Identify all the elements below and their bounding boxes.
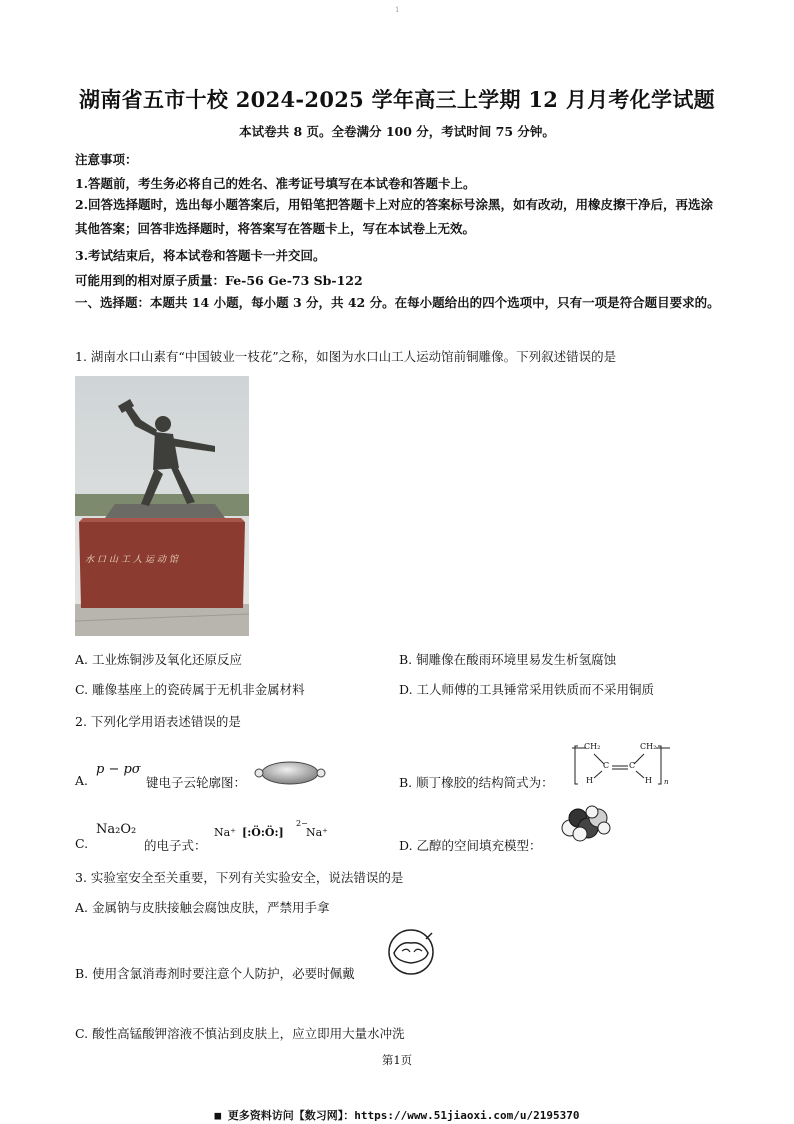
struct-ch2-right: CH₂	[640, 742, 657, 751]
lewis-na-left: Na⁺	[214, 826, 236, 839]
struct-c-left: C	[603, 761, 610, 770]
q2-option-a-text: 键电子云轮廓图：	[146, 775, 247, 790]
q1-option-b: B. 铜雕像在酸雨环境里易发生析氢腐蚀	[399, 652, 617, 667]
q2-option-a-formula: p − pσ	[96, 762, 141, 777]
q3-stem: 3. 实验室安全至关重要，下列有关实验安全，说法错误的是	[75, 870, 404, 885]
sodium-peroxide-electron-formula	[214, 819, 334, 846]
q2-option-c-prefix: C.	[75, 836, 89, 851]
q1-stem: 1. 湖南水口山素有“中国铍业一枝花”之称，如图为水口山工人运动馆前铜雕像。下列叙述错误的是	[75, 349, 617, 364]
q2-option-c-formula: Na₂O₂	[96, 822, 137, 837]
q3-option-b: B. 使用含氯消毒剂时要注意个人防护，必要时佩戴	[75, 966, 355, 981]
q1-option-d: D. 工人师傅的工具锤常采用铁质而不采用铜质	[399, 682, 655, 697]
struct-c-right: C	[629, 761, 636, 770]
q2-stem: 2. 下列化学用语表述错误的是	[75, 714, 241, 729]
gas-mask-icon	[386, 927, 436, 981]
atomic-masses: 可能用到的相对原子质量：Fe-56 Ge-73 Sb-122	[75, 273, 363, 288]
lewis-na-right: Na⁺	[306, 826, 328, 839]
photo-inscription: 水口山工人运动馆	[85, 555, 182, 565]
footer-resource-link[interactable]: ■ 更多资料访问【数习网】：https://www.51jiaoxi.com/u/2195370	[214, 1109, 580, 1122]
struct-h-left: H	[586, 776, 593, 785]
notice-item-1: 1.答题前，考生务必将自己的姓名、准考证号填写在本试卷和答题卡上。	[75, 176, 476, 191]
struct-n-subscript: n	[664, 778, 669, 786]
page-subtitle: 本试卷共 8 页。全卷满分 100 分，考试时间 75 分钟。	[239, 124, 555, 139]
sigma-bond-cloud-diagram	[254, 760, 326, 790]
section-1-heading: 一、选择题：本题共 14 小题，每小题 3 分，共 42 分。在每小题给出的四个选项中，只有一项是符合题目要求的。	[75, 295, 720, 310]
q3-option-c: C. 酸性高锰酸钾溶液不慎沾到皮肤上，应立即用大量水冲洗	[75, 1026, 405, 1041]
q3-option-a: A. 金属钠与皮肤接触会腐蚀皮肤，严禁用手拿	[75, 900, 330, 915]
struct-ch2-left: CH₂	[584, 742, 601, 751]
lewis-peroxide-core: [:Ö:Ö:]	[242, 826, 284, 839]
page-top-mark: 1	[395, 6, 400, 14]
q2-option-b-text: B. 顺丁橡胶的结构简式为：	[399, 775, 554, 790]
q1-option-c: C. 雕像基座上的瓷砖属于无机非金属材料	[75, 682, 305, 697]
struct-h-right: H	[645, 776, 652, 785]
notice-item-3: 3.考试结束后，将本试卷和答题卡一并交回。	[75, 248, 326, 263]
q1-option-a: A. 工业炼铜涉及氧化还原反应	[75, 652, 242, 667]
q2-option-a-prefix: A.	[75, 773, 89, 788]
notice-item-2: 2.回答选择题时，选出每小题答案后，用铅笔把答题卡上对应的答案标号涂黑，如有改动，用橡皮擦干净后，再选涂其他答案；回答非选择题时，将答案写在答题卡上，写在本试卷上无效。	[75, 197, 714, 236]
q2-option-c-text: 的电子式：	[144, 838, 207, 853]
statue-photo	[75, 376, 249, 636]
cis-polybutadiene-structure	[572, 740, 672, 790]
page-number: 第1页	[381, 1053, 413, 1067]
page-title: 湖南省五市十校 2024-2025 学年高三上学期 12 月月考化学试题	[79, 87, 715, 112]
q2-option-d-text: D. 乙醇的空间填充模型：	[399, 838, 542, 853]
notice-heading: 注意事项：	[75, 152, 138, 167]
ethanol-space-filling-model	[556, 804, 612, 848]
lewis-charge: 2−	[296, 819, 308, 828]
